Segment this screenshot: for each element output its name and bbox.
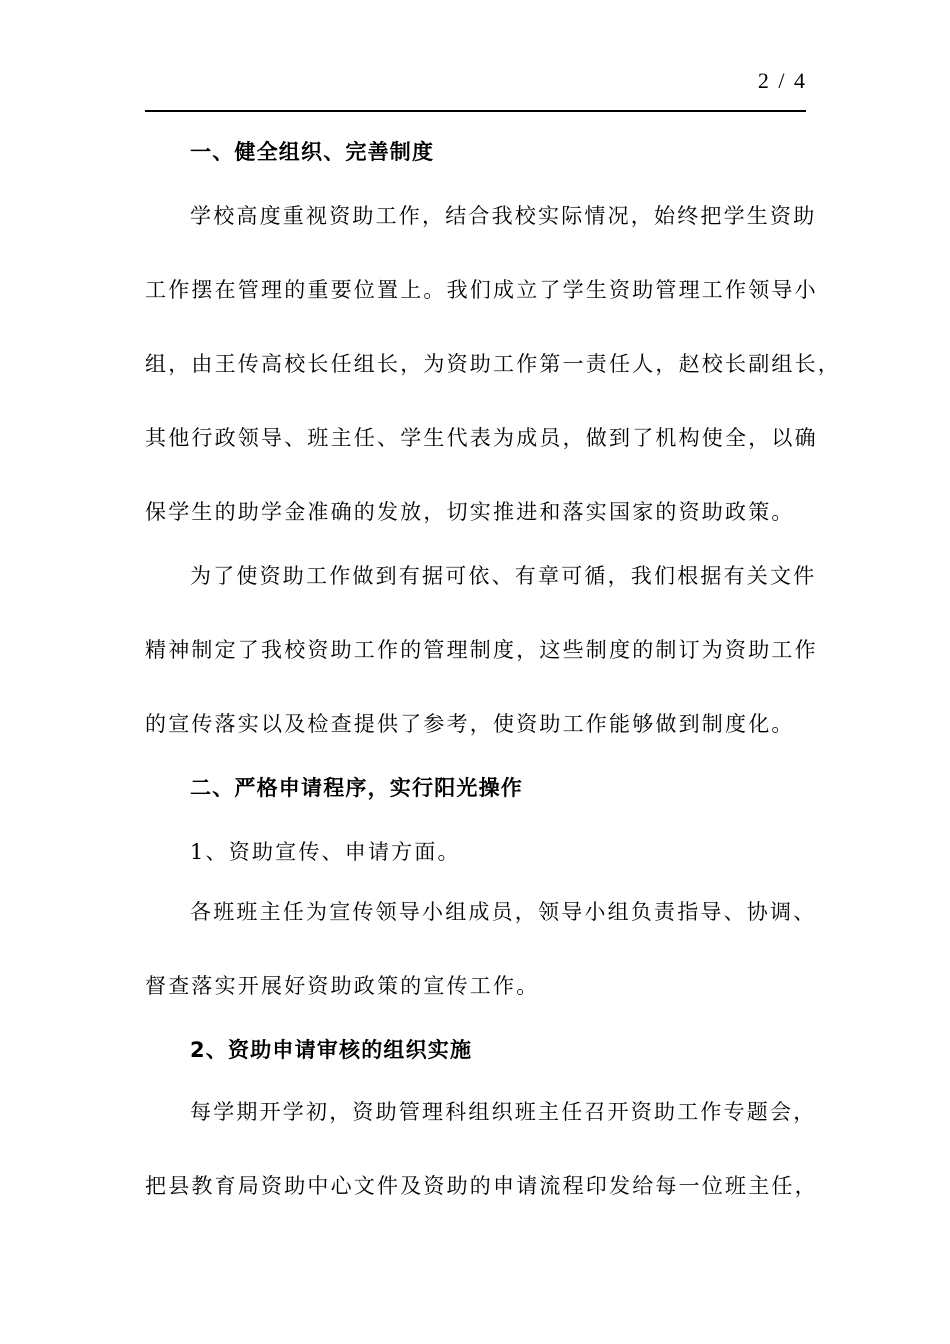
header-rule — [145, 110, 806, 112]
paragraph-1-line-2: 工作摆在管理的重要位置上。我们成立了学生资助管理工作领导小 — [145, 278, 818, 302]
paragraph-2-line-2: 精神制定了我校资助工作的管理制度，这些制度的制订为资助工作 — [145, 638, 818, 662]
subheading-2: 2、资助申请审核的组织实施 — [190, 1038, 473, 1062]
paragraph-2-line-3: 的宣传落实以及检查提供了参考，使资助工作能够做到制度化。 — [145, 712, 795, 736]
paragraph-4-line-2: 把县教育局资助中心文件及资助的申请流程印发给每一位班主任， — [145, 1174, 818, 1198]
paragraph-1-line-5: 保学生的助学金准确的发放，切实推进和落实国家的资助政策。 — [145, 500, 795, 524]
paragraph-1-line-1: 学校高度重视资助工作，结合我校实际情况，始终把学生资助 — [190, 204, 817, 228]
paragraph-2-line-1: 为了使资助工作做到有据可依、有章可循，我们根据有关文件 — [190, 564, 817, 588]
paragraph-3-line-2: 督查落实开展好资助政策的宣传工作。 — [145, 974, 540, 998]
paragraph-1-line-4: 其他行政领导、班主任、学生代表为成员，做到了机构使全，以确 — [145, 426, 818, 450]
page-number: 2 / 4 — [757, 68, 807, 93]
section-heading-1: 一、健全组织、完善制度 — [190, 140, 435, 164]
paragraph-1-line-3: 组，由王传高校长任组长，为资助工作第一责任人，赵校长副组长， — [145, 352, 841, 376]
subheading-1: 1、资助宣传、申请方面。 — [190, 840, 461, 864]
section-heading-2: 二、严格申请程序，实行阳光操作 — [190, 776, 523, 800]
paragraph-4-line-1: 每学期开学初，资助管理科组织班主任召开资助工作专题会， — [190, 1100, 817, 1124]
paragraph-3-line-1: 各班班主任为宣传领导小组成员，领导小组负责指导、协调、 — [190, 900, 817, 924]
